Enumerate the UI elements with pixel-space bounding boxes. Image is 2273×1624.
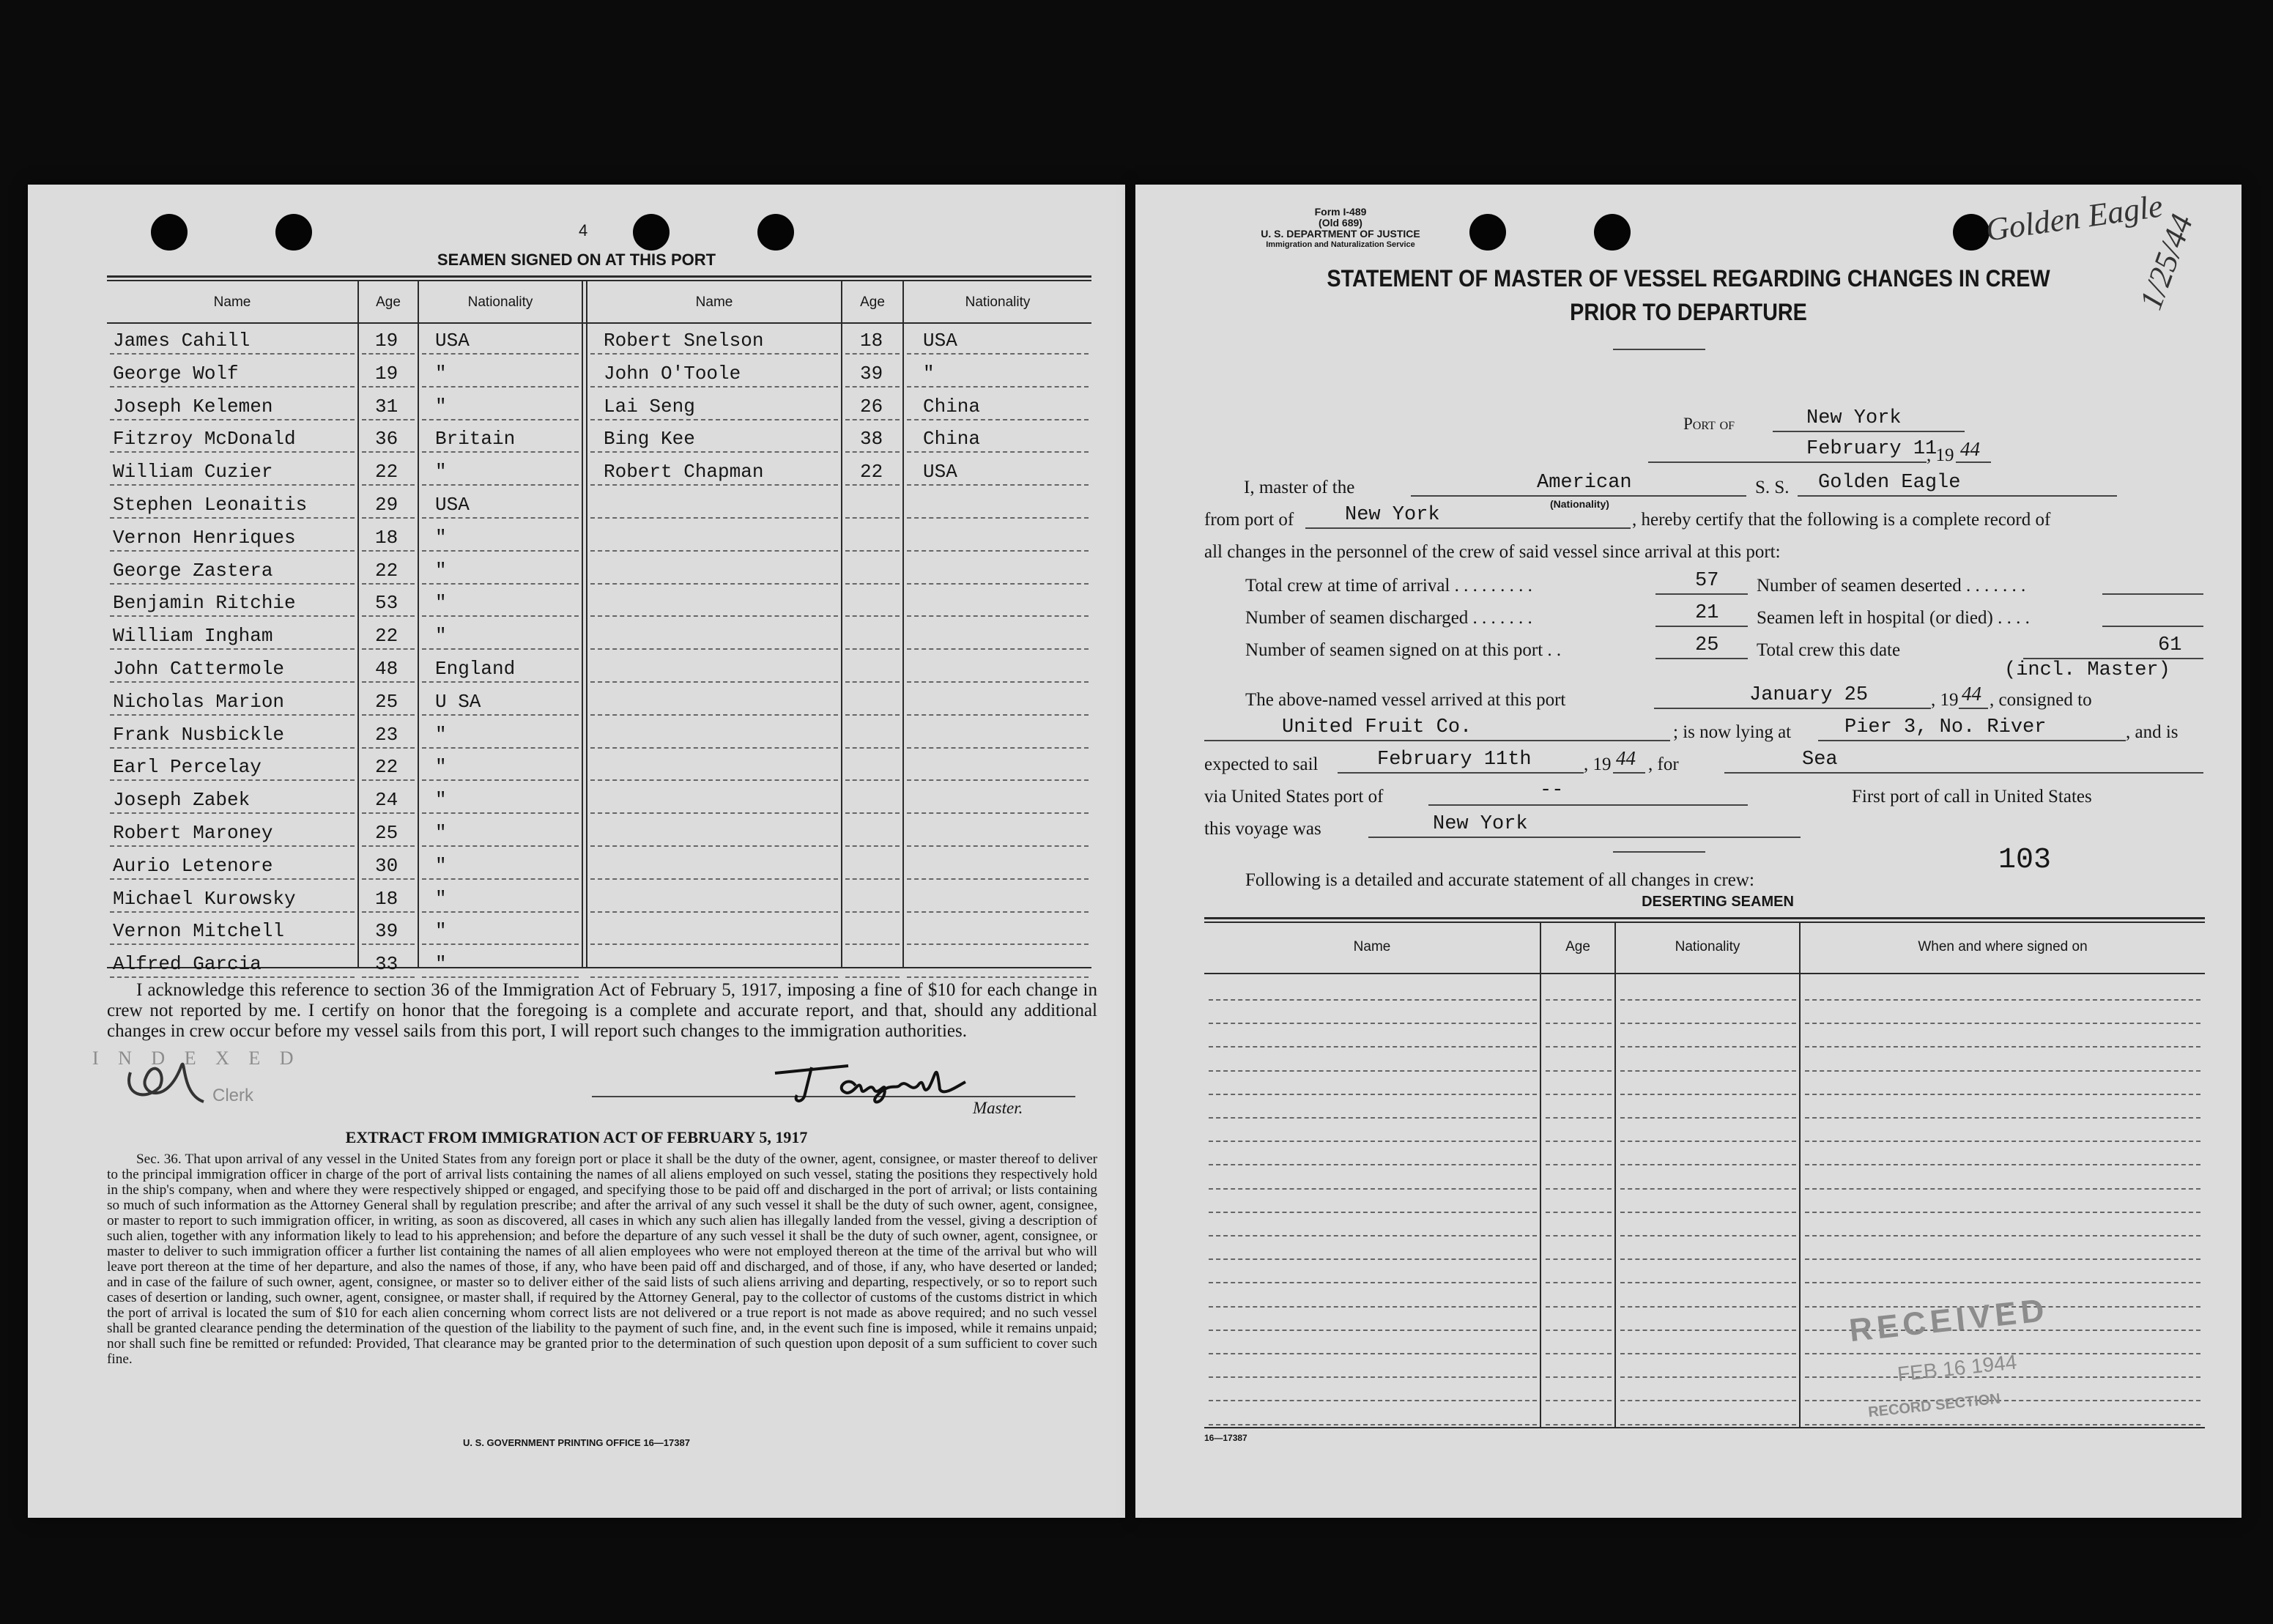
seaman-nat: " <box>435 953 447 976</box>
col-header-name: Name <box>695 294 733 310</box>
seaman-name: Robert Chapman <box>604 461 764 483</box>
form-title-line1: STATEMENT OF MASTER OF VESSEL REGARDING CHANGES IN CREW <box>1327 265 2050 292</box>
seaman-nat: " <box>435 854 447 877</box>
nationality-value: American <box>1537 472 1632 494</box>
form-title-line2: PRIOR TO DEPARTURE <box>1570 299 1807 325</box>
seaman-name: Vernon Mitchell <box>113 920 285 943</box>
punch-hole <box>1469 214 1506 251</box>
deserting-col-nationality: Nationality <box>1675 939 1740 954</box>
seaman-age: 25 <box>375 690 398 713</box>
acknowledgement-text: I acknowledge this reference to section 36 of the Immigration Act of February 5, 1917, imposing a fine of $10 for each change in crew not reported by me. I certify on honor that the foregoing is a complete and accurate report, and that, should any additional changes in crew occur before my vessel sails from this port, I will report such changes to the immigration authorities. <box>107 980 1097 1041</box>
seaman-name: Benjamin Ritchie <box>113 592 296 615</box>
seaman-age: 18 <box>375 887 398 910</box>
seaman-name: Earl Percelay <box>113 756 262 779</box>
via-port-value: -- <box>1540 779 1564 801</box>
seaman-age: 25 <box>375 822 398 844</box>
seaman-name: James Cahill <box>113 330 251 352</box>
seaman-age: 33 <box>375 953 398 976</box>
footer-code: 16—17387 <box>1204 1433 1247 1443</box>
seaman-name: Joseph Zabek <box>113 789 251 812</box>
punch-hole <box>275 214 312 251</box>
deserted-label: Number of seamen deserted . . . . . . . <box>1757 576 2026 596</box>
seaman-name: Alfred Garcia <box>113 953 262 976</box>
total-arrival-value: 57 <box>1695 570 1719 592</box>
handwritten-ship-note: Golden Eagle <box>1983 188 2165 248</box>
master-label: Master. <box>973 1099 1023 1117</box>
seaman-nat: " <box>435 822 447 844</box>
seaman-name: Robert Snelson <box>604 330 764 352</box>
punch-hole <box>1594 214 1631 251</box>
from-port-label: from port of <box>1204 510 1294 530</box>
total-date-label: Total crew this date <box>1757 640 1901 660</box>
seaman-name: Joseph Kelemen <box>113 395 273 418</box>
form-old-number: (Old 689) <box>1319 217 1362 229</box>
consigned-to-label: , consigned to <box>1990 690 2092 710</box>
lying-at-label: ; is now lying at <box>1673 722 1792 742</box>
ss-label: S. S. <box>1755 478 1790 497</box>
and-is-label: , and is <box>2126 722 2179 742</box>
department: U. S. DEPARTMENT OF JUSTICE <box>1261 228 1420 240</box>
first-port-label: First port of call in United States <box>1852 787 2092 807</box>
seaman-age: 19 <box>375 362 398 385</box>
left-page <box>28 185 1125 1518</box>
seaman-age: 38 <box>860 428 883 451</box>
seaman-name: Lai Seng <box>604 395 695 418</box>
extract-title: EXTRACT FROM IMMIGRATION ACT OF FEBRUARY 5, 1917 <box>345 1128 808 1146</box>
col-header-name: Name <box>213 294 251 310</box>
signed-on-label: Number of seamen signed on at this port . . <box>1245 640 1562 660</box>
seaman-age: 22 <box>375 461 398 483</box>
seaman-age: 31 <box>375 395 398 418</box>
seaman-name: Aurio Letenore <box>113 854 273 877</box>
seaman-age: 23 <box>375 723 398 746</box>
seaman-age: 53 <box>375 592 398 615</box>
seaman-age: 26 <box>860 395 883 418</box>
signed-on-title: SEAMEN SIGNED ON AT THIS PORT <box>437 251 716 269</box>
seaman-name: Stephen Leonaitis <box>113 494 308 516</box>
seaman-name: Fitzroy McDonald <box>113 428 296 451</box>
seaman-age: 48 <box>375 658 398 680</box>
certify-text: , hereby certify that the following is a complete record of <box>1632 510 2051 530</box>
seaman-name: George Zastera <box>113 559 273 582</box>
seaman-nat: " <box>435 887 447 910</box>
seaman-age: 18 <box>375 526 398 549</box>
seaman-nat: " <box>435 559 447 582</box>
punch-hole <box>633 214 670 251</box>
discharged-label: Number of seamen discharged . . . . . . . <box>1245 608 1532 628</box>
arrived-date: January 25 <box>1749 684 1869 706</box>
seaman-name: Michael Kurowsky <box>113 887 296 910</box>
nationality-caption: (Nationality) <box>1550 498 1609 510</box>
seaman-nat: " <box>435 920 447 943</box>
col-header-age: Age <box>860 294 885 310</box>
seaman-age: 18 <box>860 330 883 352</box>
seaman-age: 39 <box>375 920 398 943</box>
clerk-label: Clerk <box>212 1086 254 1105</box>
master-of-label: I, master of the <box>1244 478 1355 497</box>
handwritten-date-note: 1/25/44 <box>2132 209 2200 315</box>
received-stamp: RECEIVED <box>1847 1291 2050 1349</box>
seaman-name: Robert Maroney <box>113 822 273 844</box>
certify-text-2: all changes in the personnel of the crew of said vessel since arrival at this port: <box>1204 542 1781 562</box>
total-date-value: 61 <box>2158 634 2182 656</box>
seaman-name: Vernon Henriques <box>113 526 296 549</box>
seaman-age: 30 <box>375 854 398 877</box>
port-label: Port of <box>1683 415 1735 433</box>
seaman-nat: " <box>435 395 447 418</box>
indexed-stamp: I N D E X E D <box>92 1048 301 1069</box>
form-header <box>1209 207 1472 251</box>
for-label: , for <box>1648 754 1679 774</box>
deserting-col-name: Name <box>1353 939 1391 954</box>
expected-sail-label: expected to sail <box>1204 754 1319 774</box>
form-number: Form I-489 <box>1314 206 1367 218</box>
right-page <box>1135 185 2242 1518</box>
col-header-nationality: Nationality <box>965 294 1031 310</box>
seaman-age: 22 <box>375 559 398 582</box>
deserting-col-when-where: When and where signed on <box>1918 939 2088 954</box>
seaman-nat: USA <box>923 330 957 352</box>
seaman-nat: " <box>435 625 447 648</box>
seaman-nat: " <box>923 362 935 385</box>
seaman-nat: England <box>435 658 516 680</box>
seaman-nat: Britain <box>435 428 516 451</box>
year-prefix: , 19 <box>1927 445 1954 465</box>
this-voyage-label: this voyage was <box>1204 819 1321 839</box>
seaman-nat: USA <box>435 330 470 352</box>
seaman-nat: " <box>435 526 447 549</box>
arrived-label: The above-named vessel arrived at this port <box>1245 690 1566 710</box>
seaman-name: John Cattermole <box>113 658 285 680</box>
seaman-age: 24 <box>375 789 398 812</box>
stamp-number: 103 <box>1998 844 2052 877</box>
from-port-value: New York <box>1345 504 1440 526</box>
seaman-age: 29 <box>375 494 398 516</box>
seaman-nat: USA <box>435 494 470 516</box>
seaman-nat: " <box>435 756 447 779</box>
seaman-nat: " <box>435 592 447 615</box>
seaman-nat: " <box>435 362 447 385</box>
seaman-nat: U SA <box>435 690 481 713</box>
punch-hole <box>757 214 794 251</box>
deserting-title: DESERTING SEAMEN <box>1642 894 1794 910</box>
total-arrival-label: Total crew at time of arrival . . . . . . . . . <box>1245 576 1532 596</box>
sail-year: 44 <box>1616 747 1636 769</box>
following-text: Following is a detailed and accurate statement of all changes in crew: <box>1245 870 1754 890</box>
seaman-name: John O'Toole <box>604 362 741 385</box>
sail-year-prefix: , 19 <box>1584 754 1612 774</box>
clerk-initials-signature <box>116 1043 218 1109</box>
received-sub: RECORD SECTION <box>1867 1390 2001 1421</box>
seaman-nat: USA <box>923 461 957 483</box>
pier: Pier 3, No. River <box>1844 716 2047 738</box>
arrived-year-prefix: , 19 <box>1931 690 1959 710</box>
incl-master: (incl. Master) <box>2004 659 2170 681</box>
page-number: 4 <box>579 221 588 240</box>
col-header-age: Age <box>376 294 401 310</box>
seaman-nat: " <box>435 461 447 483</box>
sail-date: February 11th <box>1377 749 1532 771</box>
service: Immigration and Naturalization Service <box>1266 240 1415 249</box>
via-port-label: via United States port of <box>1204 787 1384 807</box>
col-header-nationality: Nationality <box>467 294 533 310</box>
seaman-name: William Ingham <box>113 625 273 648</box>
destination: Sea <box>1802 749 1838 771</box>
seaman-name: Bing Kee <box>604 428 695 451</box>
seaman-age: 19 <box>375 330 398 352</box>
seaman-name: Nicholas Marion <box>113 690 285 713</box>
seaman-nat: " <box>435 723 447 746</box>
ship-name: Golden Eagle <box>1818 472 1961 494</box>
received-date: FEB 16 1944 <box>1896 1350 2018 1386</box>
consignee: United Fruit Co. <box>1282 716 1472 738</box>
port-value: New York <box>1806 407 1902 429</box>
discharged-value: 21 <box>1695 602 1719 624</box>
arrived-year: 44 <box>1962 683 1981 705</box>
date-value: February 11 <box>1806 438 1938 460</box>
seaman-age: 22 <box>860 461 883 483</box>
seaman-name: Frank Nusbickle <box>113 723 285 746</box>
first-port-value: New York <box>1433 813 1528 835</box>
extract-text: Sec. 36. That upon arrival of any vessel in the United States from any foreign port or place it shall be the duty of the owner, agent, consignee, or master thereof to deliver to the principal immigration officer in charge of the port of arrival lists containing the names of all aliens employed on such vessel, stating the positions they respectively hold in the ship's company, when and where they were respectively shipped or engaged, and specifying those to be paid off and discharged in the port of arrival; or lists containing so much of such information as the Attorney General shall by regulation prescribe; and after the arrival of any such vessel it shall be the duty of such owner, agent, consignee, or master to report to such immigration officer, in writing, as soon as discovered, all cases in which any such alien has illegally landed from the vessel, giving a description of such alien, together with any information likely to lead to his apprehension; and before the departure of any such vessel it shall be the duty of such owner, agent, consignee, or master to deliver to such immigration officer a further list containing the names of all alien employees who were not employed thereon at the time of the arrival but who will leave port thereon at the time of her departure, and also the names of those, if any, who have been paid off and discharged, and of those, if any, who have deserted or landed; and in case of the failure of such owner, agent, consignee, or master so to deliver either of the said lists of such aliens arriving and departing, respectively, or so to report such cases of desertion or landing, such owner, agent, consignee, or master shall, if required by the Attorney General, pay to the collector of customs of the customs district in which the port of arrival is located the sum of $10 for each alien concerning whom correct lists are not delivered or a true report is not made as above required; and no such vessel shall be granted clearance pending the determination of the question of the liability to the payment of such fine, and, in the event such fine is imposed, while it remains unpaid; nor shall such fine be remitted or refunded: Provided, That clearance may be granted prior to the determination of such question upon deposit of a sum sufficient to cover such fine. <box>107 1152 1097 1367</box>
seaman-nat: " <box>435 789 447 812</box>
printer-line: U. S. GOVERNMENT PRINTING OFFICE 16—17387 <box>463 1437 690 1448</box>
seaman-age: 22 <box>375 625 398 648</box>
seaman-age: 22 <box>375 756 398 779</box>
hospital-label: Seamen left in hospital (or died) . . . . <box>1757 608 2030 628</box>
seaman-name: William Cuzier <box>113 461 273 483</box>
punch-hole <box>151 214 188 251</box>
seaman-nat: China <box>923 428 981 451</box>
seaman-name: George Wolf <box>113 362 239 385</box>
year-value: 44 <box>1960 438 1980 460</box>
deserting-col-age: Age <box>1565 939 1590 954</box>
signed-on-value: 25 <box>1695 634 1719 656</box>
seaman-age: 39 <box>860 362 883 385</box>
seaman-nat: China <box>923 395 981 418</box>
seaman-age: 36 <box>375 428 398 451</box>
